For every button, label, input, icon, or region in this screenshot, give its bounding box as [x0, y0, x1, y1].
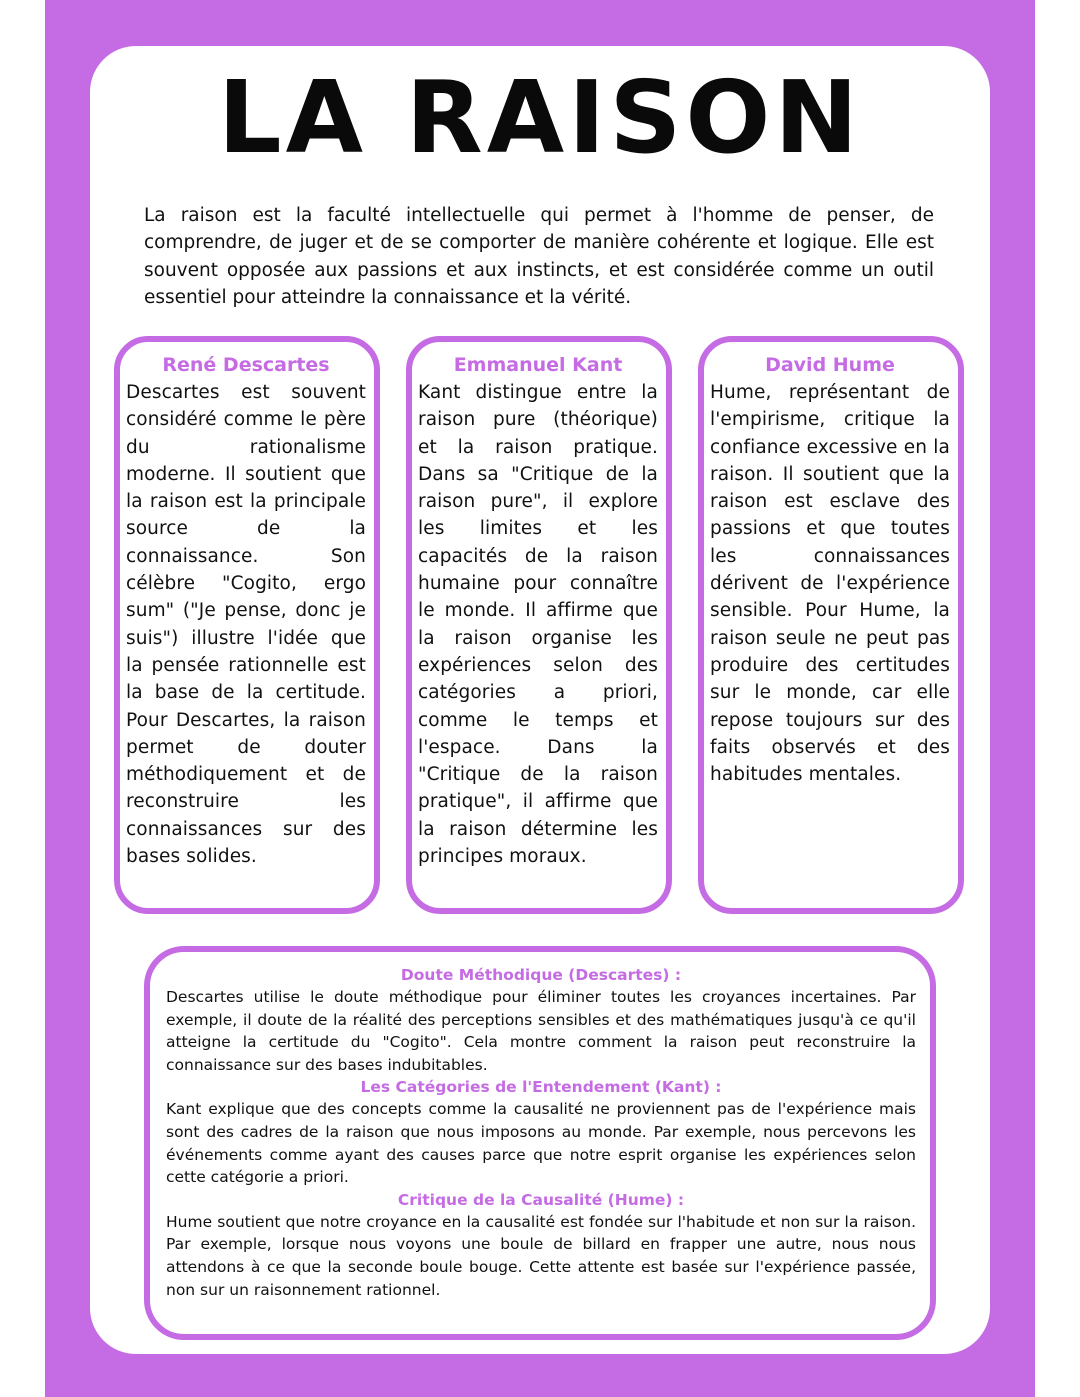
section-text-causalite: Hume soutient que notre croyance en la causalité est fondée sur l'habitude et non sur la raison. Par exemple, lorsque nous voyons une boule de billard en frapper une autre, nous nous attendons à ce que la seconde boule bouge. Cette attente est basée sur l'expérience passée, non sur un raisonnement rationnel.	[166, 1212, 916, 1299]
card-text: Descartes est souvent considéré comme le père du rationalisme moderne. Il soutient que la raison est la principale source de la connaissance. Son célèbre "Cogito, ergo sum" ("Je pense, donc je suis") illustre l'idée que la pensée rationnelle est la base de la certitude. Pour Descartes, la raison permet de douter méthodiquement et de reconstruire les connaissances sur des bases solides.	[126, 382, 366, 868]
intro-paragraph: La raison est la faculté intellectuelle qui permet à l'homme de penser, de comprendre, de juger et de se comporter de manière cohérente et logique. Elle est souvent opposée aux passions et aux instincts, et est considérée comme un outil essentiel pour atteindre la connaissance et la vérité.	[144, 205, 934, 309]
card-descartes	[114, 336, 380, 914]
section-title-categories: Les Catégories de l'Entendement (Kant) :	[360, 1078, 722, 1097]
card-hume	[698, 336, 964, 914]
card-title: Emmanuel Kant	[453, 354, 623, 376]
page-title: LA RAISON	[217, 59, 863, 176]
card-kant	[406, 336, 672, 914]
section-title-causalite: Critique de la Causalité (Hume) :	[397, 1190, 685, 1209]
examples-box	[144, 946, 936, 1340]
section-text-doute: Descartes utilise le doute méthodique pour éliminer toutes les croyances incertaines. Par exemple, il doute de la réalité des perceptions sensibles et des mathématiques jusqu'à ce qu'il atteigne la certitude du "Cogito". Cela montre comment la raison peut reconstruire la connaissance sur des bases indubitables.	[166, 988, 916, 1074]
card-text: Hume, représentant de l'empirisme, critique la confiance excessive en la raison. Il soutient que la raison est esclave des passions et que toutes les connaissances dérivent de l'expérience sensible. Pour Hume, la raison seule ne peut pas produire des certitudes sur le monde, car elle repose toujours sur des faits observés et des habitudes mentales.	[710, 382, 950, 786]
card-title: René Descartes	[162, 354, 330, 376]
card-text: Kant distingue entre la raison pure (théorique) et la raison pratique. Dans sa "Critique de la raison pure", il explore les limites et les capacités de la raison humaine pour connaître le monde. Il affirme que la raison organise les expériences selon des catégories a priori, comme le temps et l'espace. Dans la "Critique de la raison pratique", il affirme que la raison détermine les principes moraux.	[418, 382, 658, 868]
section-title-doute: Doute Méthodique (Descartes) :	[400, 966, 682, 984]
section-text-categories: Kant explique que des concepts comme la causalité ne proviennent pas de l'expérience mais sont des cadres de la raison que nous imposons au monde. Par exemple, nous percevons les événements comme ayant des causes parce que notre esprit organise les expériences selon cette catégorie a priori.	[166, 1100, 916, 1187]
card-title: David Hume	[765, 354, 895, 376]
